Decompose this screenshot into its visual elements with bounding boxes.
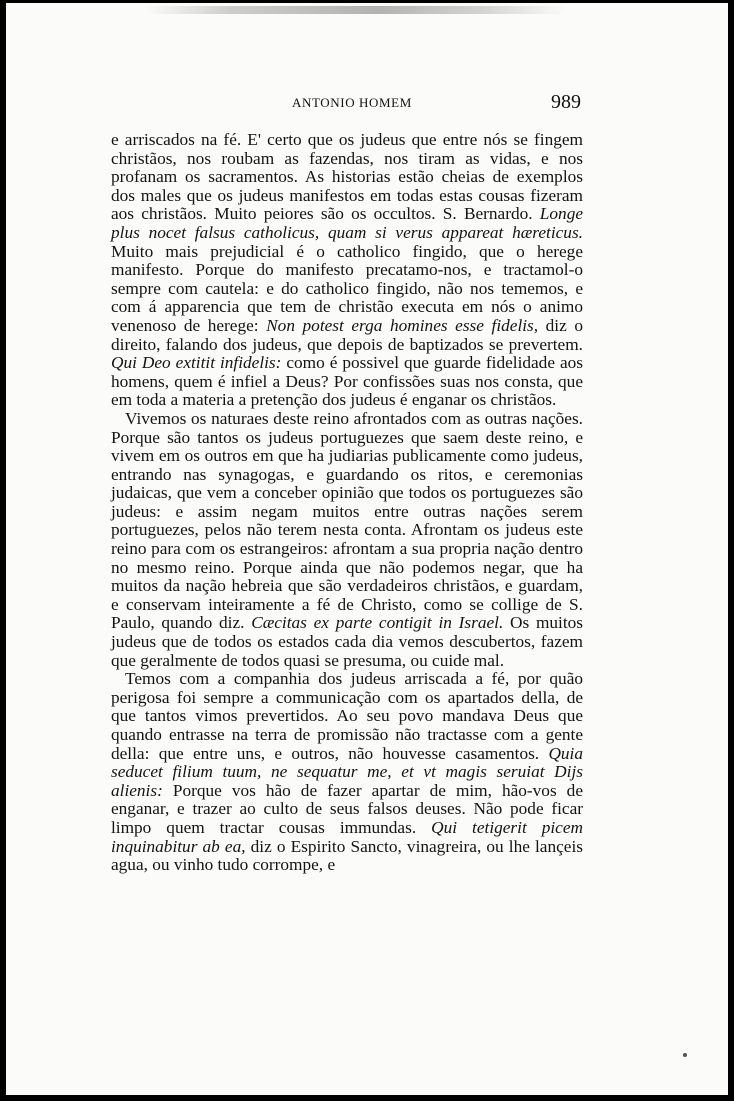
text-run: Temos com a companhia dos judeus arriscada a fé, por quão perigosa foi sempre a communicação com os apartados della, de que tantos vimos prevertidos. Ao seu povo mandava Deus que quando entrasse na terra de promissão não tractasse com a gente della: que entre uns, e outros, não houvesse casamentos. (111, 669, 583, 763)
latin-quotation: Non potest erga homines esse fidelis, (266, 315, 539, 335)
text-run: Muito mais prejudicial é o catholico fingido, que o herege manifesto. Porque do manifesto precatamo-nos, e tractamol-o sempre com cautela: e do catholico fingido, não nos tememos, e com á apparencia que tem de christão executa em nós o animo venenoso de herege: (111, 241, 583, 335)
latin-quotation: Longe plus nocet falsus catholicus, quam si verus appareat hæreticus. (111, 204, 583, 242)
text-run: diz o direito, falando dos judeus, que depois de baptizados se prevertem. (111, 315, 583, 354)
paragraph (111, 670, 583, 875)
latin-quotation: Cæcitas ex parte contigit in Israel. (251, 613, 504, 633)
text-run: como é possivel que guarde fidelidade aos homens, quem é infiel a Deus? Por confissões suas nos consta, que em toda a materia a pretenção dos judeus é enganar os christãos. (111, 353, 583, 410)
latin-quotation: Quia seducet filium tuum, ne sequatur me, et vt magis seruiat Dijs alienis: (111, 743, 583, 800)
text-run: Vivemos os naturaes deste reino afrontados com as outras nações. Porque são tantos os judeus portuguezes que saem deste reino, e vivem em os outros em que ha judiarias publicamente como judeus, entrando nas synagogas, e guardando os ritos, e ceremonias judaicas, que vem a conceber opinião que todos os portuguezes são judeus: e assim negam muitos entre outras nações serem portuguezes, pelos não terem nesta conta. Afrontam os judeus este reino para com os estrangeiros: afrontam a sua propria nação dentro no mesmo reino. Porque ainda que não podemos negar, que ha muitos da nação hebreia que são verdadeiros christãos, e guardam, e conservam inteiramente a fé de Christo, como se collige de S. Paulo, quando diz. (111, 408, 583, 633)
running-header (6, 91, 728, 117)
ink-speck (683, 1053, 687, 1057)
running-title: ANTONIO HOMEM (292, 95, 412, 110)
latin-quotation: Qui tetigerit picem inquinabitur ab ea, (111, 817, 583, 856)
top-edge-smudge (146, 6, 566, 14)
text-run: e arriscados na fé. E' certo que os judeus que entre nós se fingem christãos, nos roubam as fazendas, nos tiram as vidas, e nos profanam os sacramentos. As historias estão cheias de exemplos dos males que os judeus manifestos em todas estas cousas fizeram aos christãos. Muito peiores são os occultos. S. Bernardo. (111, 130, 583, 224)
text-run: Os muitos judeus que de todos os estados cada dia vemos descubertos, fazem que geralmente de todos quasi se presuma, ou cuide mal. (111, 613, 583, 670)
page-number: 989 (551, 91, 581, 113)
text-run: diz o Espirito Sancto, vinagreira, ou lhe lançeis agua, ou vinho tudo corrompe, e (111, 836, 583, 875)
latin-quotation: Qui Deo extitit infidelis: (111, 353, 282, 373)
text-run: Porque vos hão de fazer apartar de mim, hão-vos de enganar, e trazer ao culto de seus falsos deuses. Não pode ficar limpo quem tractar cousas immundas. (111, 780, 583, 837)
body-text (111, 131, 583, 875)
paragraph (111, 410, 583, 670)
paragraph (111, 131, 583, 410)
